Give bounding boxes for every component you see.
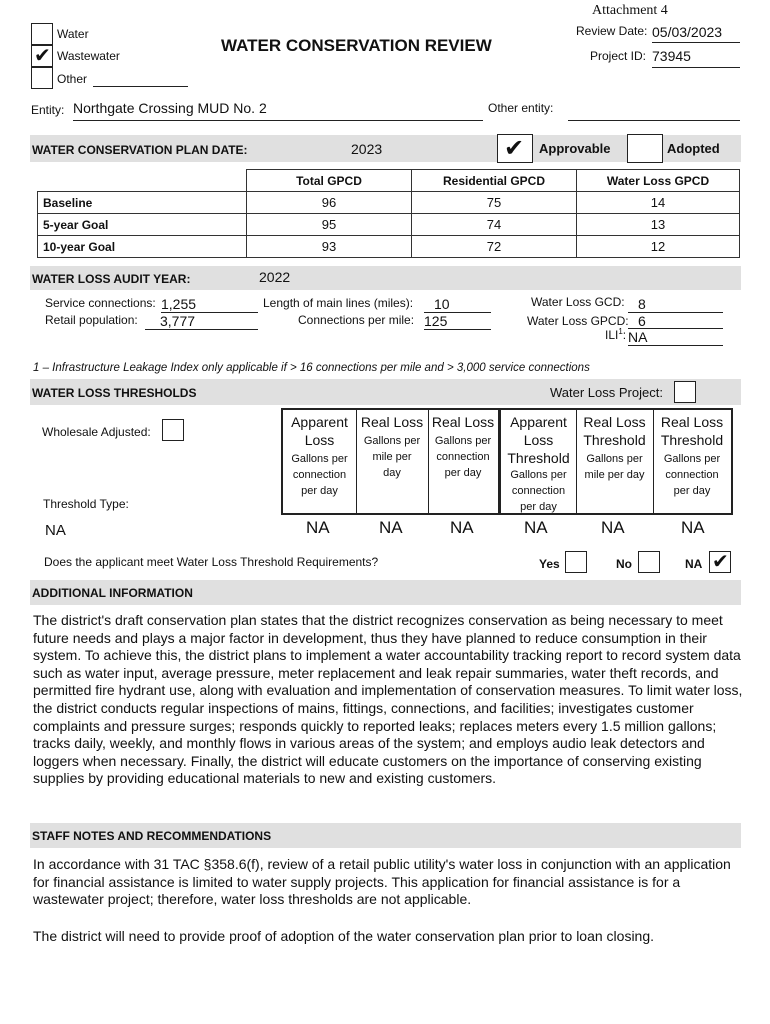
threshold-value-apparent-threshold[interactable]: NA xyxy=(524,518,548,537)
additional-heading: ADDITIONAL INFORMATION xyxy=(32,586,193,600)
col-sub: Gallons per xyxy=(291,453,348,465)
plan-date[interactable]: 2023 xyxy=(351,141,383,157)
project-id-field[interactable]: 73945 xyxy=(652,48,740,68)
row-label: Baseline xyxy=(38,192,247,214)
ili-label xyxy=(605,327,626,342)
col-header: Threshold xyxy=(583,432,646,448)
col-sub: per day xyxy=(673,485,711,497)
yes-checkbox[interactable] xyxy=(565,551,587,573)
na-checkbox[interactable] xyxy=(709,551,731,573)
other-label: Other xyxy=(57,72,88,86)
table-row xyxy=(38,236,740,258)
staff-band xyxy=(30,823,741,848)
threshold-col-apparent-loss xyxy=(283,410,356,513)
main-lines-label: Length of main lines (miles): xyxy=(263,296,414,310)
threshold-value-real-threshold-mile[interactable]: NA xyxy=(601,518,625,537)
col-sub: connection xyxy=(665,469,719,481)
gpcd-header-total: Total GPCD xyxy=(247,170,412,192)
wastewater-checkbox[interactable] xyxy=(31,45,53,67)
staff-paragraph-2: The district will need to provide proof of adoption of the water conservation plan prior to loan closing. xyxy=(33,928,655,944)
col-sub: mile per xyxy=(372,451,412,463)
col-header: Real Loss xyxy=(660,414,724,430)
col-header: Loss xyxy=(523,432,554,448)
table-cell[interactable]: 14 xyxy=(577,192,740,214)
threshold-type-value[interactable]: NA xyxy=(45,522,66,539)
no-checkbox[interactable] xyxy=(638,551,660,573)
plan-heading: WATER CONSERVATION PLAN DATE: xyxy=(32,143,248,157)
yes-label: Yes xyxy=(539,557,560,571)
water-loss-project-checkbox[interactable] xyxy=(674,381,696,403)
col-sub: Gallons per xyxy=(586,453,643,465)
row-label: 5-year Goal xyxy=(38,214,247,236)
table-cell[interactable]: 96 xyxy=(247,192,412,214)
ili-field[interactable]: NA xyxy=(628,329,723,346)
threshold-col-apparent-threshold xyxy=(501,410,576,513)
col-sub: connection xyxy=(292,469,347,481)
table-cell[interactable]: 93 xyxy=(247,236,412,258)
wholesale-checkbox[interactable] xyxy=(162,419,184,441)
footnote: 1 – Infrastructure Leakage Index only applicable if > 16 connections per mile and > 3,000 service connections xyxy=(33,362,590,374)
no-label: No xyxy=(616,557,632,571)
gpcd-header-waterloss: Water Loss GPCD xyxy=(577,170,740,192)
threshold-value-real-mile[interactable]: NA xyxy=(379,518,403,537)
threshold-col-real-loss-conn xyxy=(428,410,498,513)
entity-label: Entity: xyxy=(31,103,65,117)
col-header: Real Loss xyxy=(583,414,646,430)
table-cell[interactable]: 72 xyxy=(412,236,577,258)
col-header: Threshold xyxy=(660,432,724,448)
audit-year[interactable]: 2022 xyxy=(259,269,291,285)
col-sub: connection xyxy=(511,485,566,497)
col-sub: per day xyxy=(301,485,338,497)
col-sub: connection xyxy=(436,451,490,463)
conn-per-mile-field[interactable]: 125 xyxy=(424,313,491,330)
wastewater-check: ✔ xyxy=(34,43,51,67)
threshold-value-real-conn[interactable]: NA xyxy=(450,518,474,537)
review-date-label: Review Date: xyxy=(576,24,648,38)
wholesale-label: Wholesale Adjusted: xyxy=(42,425,151,439)
approvable-check: ✔ xyxy=(504,134,525,162)
threshold-type-label: Threshold Type: xyxy=(43,497,129,511)
threshold-grid xyxy=(281,408,733,515)
gpcd-field[interactable]: 6 xyxy=(628,313,723,329)
table-row xyxy=(38,192,740,214)
threshold-col-real-loss-mile xyxy=(356,410,428,513)
gpcd-header-residential: Residential GPCD xyxy=(412,170,577,192)
table-cell[interactable]: 95 xyxy=(247,214,412,236)
retail-population-field[interactable]: 3,777 xyxy=(145,313,258,330)
main-lines-field[interactable]: 10 xyxy=(424,296,491,313)
row-label: 10-year Goal xyxy=(38,236,247,258)
project-id-label: Project ID: xyxy=(590,49,647,63)
threshold-values xyxy=(281,518,733,542)
col-sub: Gallons per xyxy=(434,435,492,447)
col-sub: Gallons per xyxy=(363,435,421,447)
adopted-checkbox[interactable] xyxy=(627,134,663,163)
ili-colon: : xyxy=(622,328,627,342)
gpcd-table xyxy=(37,169,740,258)
ili-text: ILI xyxy=(605,328,619,342)
col-header: Threshold xyxy=(507,450,570,466)
col-sub: Gallons per xyxy=(663,453,721,465)
col-header: Loss xyxy=(304,432,335,448)
col-sub: per day xyxy=(520,501,557,513)
water-label: Water xyxy=(57,27,89,41)
adopted-label: Adopted xyxy=(667,141,720,156)
col-sub: mile per day xyxy=(584,469,645,481)
wastewater-label: Wastewater xyxy=(57,49,120,63)
threshold-value-apparent[interactable]: NA xyxy=(306,518,330,537)
table-row xyxy=(38,214,740,236)
threshold-col-real-threshold-mile xyxy=(576,410,653,513)
staff-paragraph-1: In accordance with 31 TAC §358.6(f), review of a retail public utility's water loss in conjunction with an application for financial assistance is limited to water supply projects. This application for financial assistance is for a wastewater project; therefore, water loss thresholds are not applicable. xyxy=(33,856,731,908)
page-title: WATER CONSERVATION REVIEW xyxy=(221,36,492,55)
table-cell[interactable]: 74 xyxy=(412,214,577,236)
col-header: Real Loss xyxy=(360,414,424,430)
col-sub: Gallons per xyxy=(510,469,567,481)
gpcd-label: Water Loss GPCD: xyxy=(527,314,629,328)
col-sub: day xyxy=(383,467,401,479)
other-checkbox[interactable] xyxy=(31,67,53,89)
col-header: Apparent xyxy=(510,414,567,430)
gcd-label: Water Loss GCD: xyxy=(531,295,625,309)
ili-footnote-ref: 1 xyxy=(618,327,623,336)
water-checkbox[interactable] xyxy=(31,23,53,45)
table-cell[interactable]: 13 xyxy=(577,214,740,236)
other-entity-field[interactable] xyxy=(568,100,740,121)
service-connections-label: Service connections: xyxy=(45,296,156,310)
additional-text: The district's draft conservation plan states that the district recognizes conservation as being necessary to meet future needs and plays a major factor in development, thus they have planned to reduce consumption in their system. To achieve this, the district plans to implement a water accountability tracking report to record system data such as water input, average pressure, meter replacement and leak repair summaries, water theft records, and permitted fire hydrant use, along with evaluation and implementation of conservation measures. To limit water loss, the district conducts regular inspections of mains, fittings, connections, and facilities; investigates customer complaints and pressure surges; responds quickly to reported leaks; replaces meters every 1.5 million gallons; tracks daily, weekly, and monthly flows in various areas of the system; and employs audio leak detectors and loggers when necessary. Finally, the district will educate customers on the importance of conserving existing supplies by providing educational materials to new and existing customers. xyxy=(33,612,743,787)
audit-band xyxy=(30,266,741,290)
staff-heading: STAFF NOTES AND RECOMMENDATIONS xyxy=(32,829,272,843)
additional-band xyxy=(30,580,741,605)
thresholds-heading: WATER LOSS THRESHOLDS xyxy=(32,386,197,400)
threshold-value-real-threshold-conn[interactable]: NA xyxy=(681,518,705,537)
audit-heading: WATER LOSS AUDIT YEAR: xyxy=(32,272,191,286)
entity-field[interactable]: Northgate Crossing MUD No. 2 xyxy=(73,100,483,121)
table-cell[interactable]: 12 xyxy=(577,236,740,258)
attachment-label: Attachment 4 xyxy=(592,3,668,18)
table-cell[interactable]: 75 xyxy=(412,192,577,214)
gpcd-corner xyxy=(38,170,247,192)
approvable-checkbox[interactable] xyxy=(497,134,533,163)
col-sub: per day xyxy=(444,467,482,479)
col-header: Apparent xyxy=(291,414,348,430)
approvable-label: Approvable xyxy=(539,141,611,156)
na-check: ✔ xyxy=(712,549,729,573)
other-type-field[interactable] xyxy=(93,72,188,87)
na-label: NA xyxy=(685,557,703,571)
col-header: Real Loss xyxy=(431,414,495,430)
other-entity-label: Other entity: xyxy=(488,101,554,115)
gcd-field[interactable]: 8 xyxy=(628,296,723,313)
service-connections-field[interactable]: 1,255 xyxy=(161,296,258,313)
water-loss-project-label: Water Loss Project: xyxy=(550,385,663,400)
retail-population-label: Retail population: xyxy=(45,313,138,327)
review-date-field[interactable]: 05/03/2023 xyxy=(652,24,740,43)
threshold-question: Does the applicant meet Water Loss Threshold Requirements? xyxy=(44,555,379,569)
conn-per-mile-label: Connections per mile: xyxy=(298,313,415,327)
threshold-col-real-threshold-conn xyxy=(653,410,731,513)
